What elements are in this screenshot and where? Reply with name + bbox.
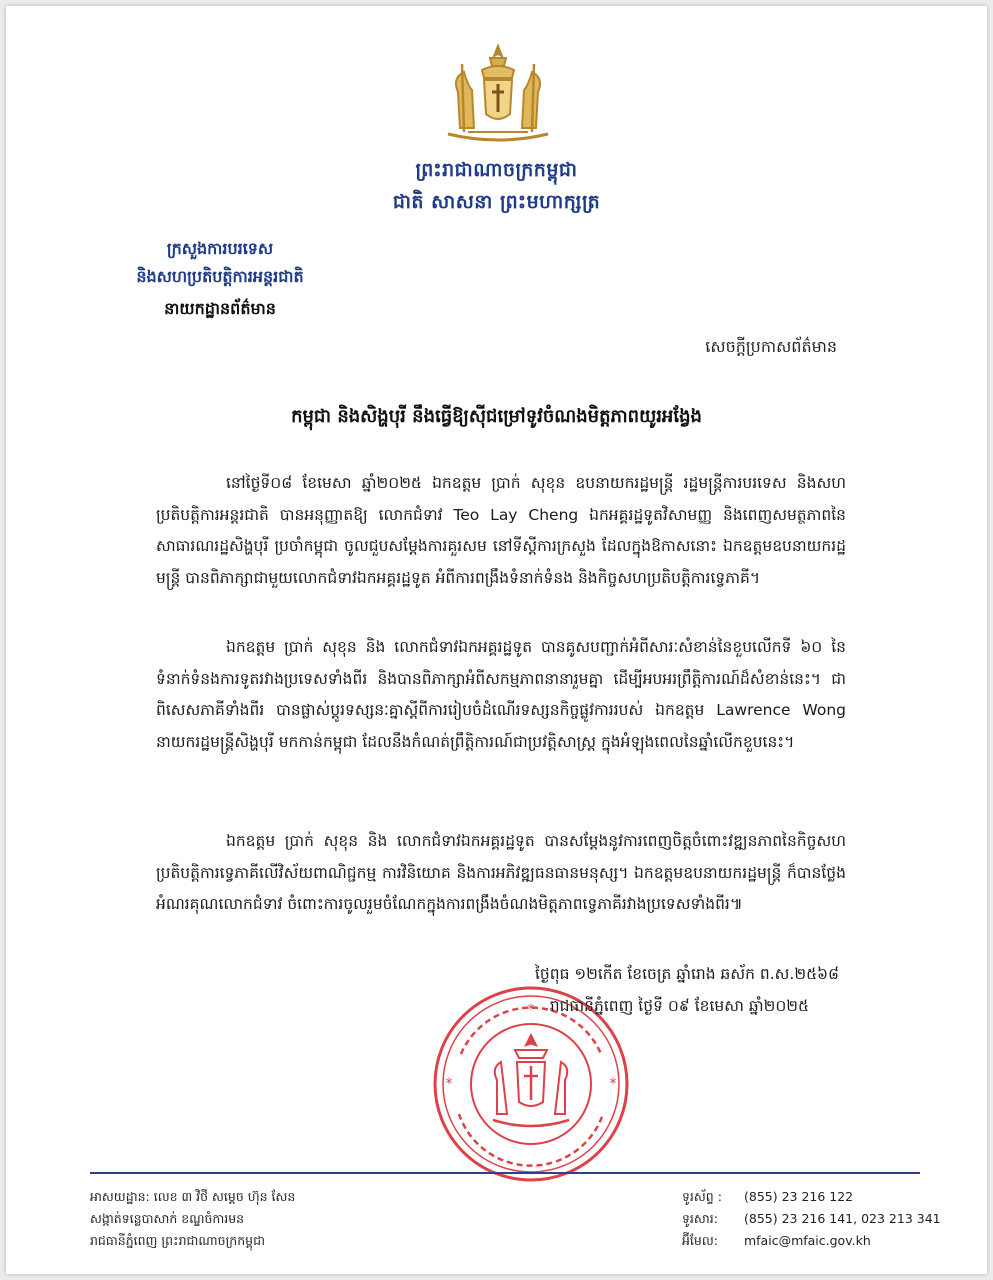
svg-text:*: * xyxy=(609,1076,617,1092)
footer-divider xyxy=(90,1172,920,1174)
ministry-name-line1: ក្រសួងការបរទេស xyxy=(166,239,274,258)
solar-date-line: រាជធានីភ្នំពេញ ថ្ងៃទី ០៩ ខែមេសា ឆ្នាំ២០២៥ xyxy=(549,997,809,1015)
svg-text:*: * xyxy=(527,1002,535,1018)
footer-contacts xyxy=(682,1186,941,1252)
department-name: នាយកដ្ឋានព័ត៌មាន xyxy=(164,299,276,318)
email-label: អ៊ីមែល: xyxy=(682,1233,718,1248)
email-address[interactable]: mfaic@mfaic.gov.kh xyxy=(743,1233,871,1248)
phone-number: (855) 23 216 122 xyxy=(743,1189,854,1204)
kingdom-title: ព្រះរាជាណាចក្រកម្ពុជា xyxy=(415,159,578,181)
email-row xyxy=(682,1230,941,1252)
address-line-3: រាជធានីភ្នំពេញ ព្រះរាជាណាចក្រកម្ពុជា xyxy=(90,1233,265,1248)
address-line-2: សង្កាត់ទន្លេបាសាក់ ខណ្ឌចំការមន xyxy=(90,1211,245,1226)
phone-row xyxy=(682,1186,941,1208)
footer-address xyxy=(90,1186,295,1252)
royal-coat-of-arms-emblem xyxy=(438,42,558,146)
document-type: សេចក្តីប្រកាសព័ត៌មាន xyxy=(705,337,837,356)
svg-text:*: * xyxy=(445,1076,453,1092)
fax-number: (855) 23 216 141, 023 213 341 xyxy=(743,1211,941,1226)
body-paragraph-3: ឯកឧត្តម ប្រាក់ សុខុន និង លោកជំទាវឯកអគ្គរដ្ឋទូត បានសម្តែងនូវការពេញចិត្តចំពោះវឌ្ឍនភាពនៃកិច្ចសហប្រតិបត្តិការទ្វេភាគីលើវិស័យពាណិជ្ជកម្ម ការវិនិយោគ និងការអភិវឌ្ឍធនធានមនុស្ស។ ឯកឧត្តមឧបនាយករដ្ឋមន្ត្រី ក៏បានថ្លែងអំណរគុណលោកជំទាវ ចំពោះការចូលរួមចំណែកក្នុងការពង្រឹងចំណងមិត្តភាពទ្វេភាគីរវាងប្រទេសទាំងពីរ៕ xyxy=(156,832,846,913)
phone-label: ទូរស័ព្ទ : xyxy=(682,1189,722,1204)
press-release-headline: កម្ពុជា និងសិង្ហបុរី នឹងធ្វើឱ្យស៊ីជម្រៅទូវចំណងមិត្តភាពយូរអង្វែង xyxy=(291,406,702,427)
fax-row xyxy=(682,1208,941,1230)
national-motto: ជាតិ សាសនា ព្រះមហាក្សត្រ xyxy=(392,191,601,213)
body-paragraph-2: ឯកឧត្តម ប្រាក់ សុខុន និង លោកជំទាវឯកអគ្គរដ្ឋទូត បានគូសបញ្ជាក់អំពីសារៈសំខាន់នៃខួបលើកទី ៦០ នៃទំនាក់ទំនងការទូតរវាងប្រទេសទាំងពីរ និងបានពិភាក្សាអំពីសកម្មភាពនានារួមគ្នា ដើម្បីអបអរព្រឹត្តិការណ៍ដ៏សំខាន់នេះ។ ជាពិសេសភាគីទាំងពីរ បានផ្លាស់ប្តូរទស្សនៈគ្នាស្តីពីការរៀបចំដំណើរទស្សនកិច្ចផ្លូវការរបស់ ឯកឧត្តម Lawrence Wong នាយករដ្ឋមន្ត្រីសិង្ហបុរី មកកាន់កម្ពុជា ដែលនឹងកំណត់ព្រឹត្តិការណ៍ជាប្រវត្តិសាស្ត្រ ក្នុងអំឡុងពេលនៃឆ្នាំលើកខួបនេះ។ xyxy=(156,638,846,751)
address-line-1: អាសយដ្ឋាន: លេខ ៣ វិថី សម្តេច ហ៊ុន សែន xyxy=(90,1189,296,1204)
lunar-date-line: ថ្ងៃពុធ ១២កើត ខែចេត្រ ឆ្នាំរោង ឆស័ក ព.ស.២៥៦៨ xyxy=(535,965,839,983)
ministry-name-line2: និងសហប្រតិបត្តិការអន្តរជាតិ xyxy=(136,267,304,286)
document-page xyxy=(6,6,987,1274)
body-paragraph-1: នៅថ្ងៃទី០៨ ខែមេសា ឆ្នាំ២០២៥ ឯកឧត្តម ប្រាក់ សុខុន ឧបនាយករដ្ឋមន្ត្រី រដ្ឋមន្ត្រីការបរទេស និងសហប្រតិបត្តិការអន្តរជាតិ បានអនុញ្ញាតឱ្យ លោកជំទាវ Teo Lay Cheng ឯកអគ្គរដ្ឋទូតវិសាមញ្ញ និងពេញសមត្ថភាពនៃសាធារណរដ្ឋសិង្ហបុរី ប្រចាំកម្ពុជា ចូលជួបសម្តែងការគួរសម នៅទីស្តីការក្រសួង ដែលក្នុងឱកាសនោះ ឯកឧត្តមឧបនាយករដ្ឋមន្ត្រី បានពិភាក្សាជាមួយលោកជំទាវឯកអគ្គរដ្ឋទូត អំពីការពង្រឹងទំនាក់ទំនង និងកិច្ចសហប្រតិបត្តិការទ្វេភាគី។ xyxy=(156,474,846,587)
fax-label: ទូរសារ: xyxy=(682,1211,718,1226)
